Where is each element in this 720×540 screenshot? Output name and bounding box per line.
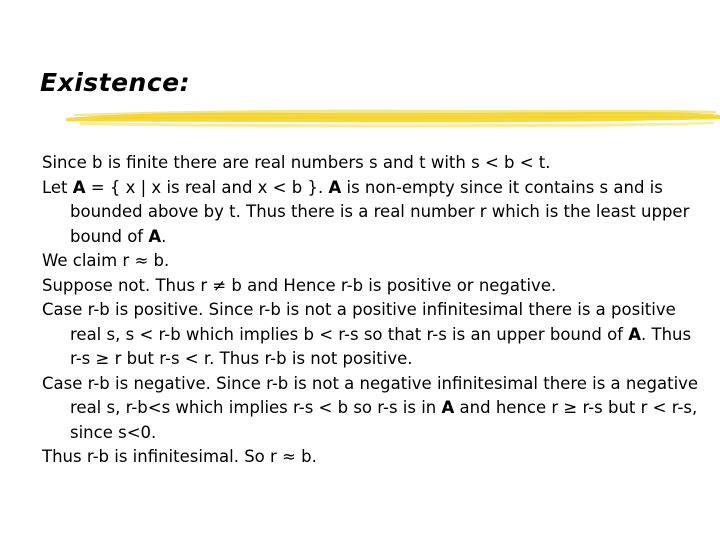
paragraph-text: Thus r-b is infinitesimal. So r ≈ b. <box>42 447 317 466</box>
paragraph-text: . <box>161 226 167 246</box>
title-underline-brushstroke <box>66 104 720 130</box>
slide-title: Existence: <box>40 68 191 97</box>
set-name-bold: A <box>441 398 455 417</box>
set-name-bold: A <box>72 177 86 197</box>
paragraph-text: Case r-b is negative. Since r-b is not a negative infinitesimal there is a negative real s, r-b<s which implies r-s < b so r-s is in <box>42 373 699 417</box>
paragraph-text: . Thus r-s ≥ r but r-s < r. Thus r-b is not positive. <box>70 324 692 368</box>
paragraph-text: = { x | x is real and x < b }. <box>85 177 329 197</box>
set-name-bold: A <box>328 177 342 197</box>
paragraph-text: We claim r ≈ b. <box>42 251 170 270</box>
body-paragraph <box>42 372 706 446</box>
set-name-bold: A <box>148 226 162 246</box>
body-paragraph <box>42 249 706 274</box>
set-name-bold: A <box>628 324 641 344</box>
paragraph-text: Since b is finite there are real numbers s and t with s < b < t. <box>42 153 551 172</box>
paragraph-text: is non-empty since it contains s and is bounded above by t. Thus there is a real number r which is the least upper bound of <box>70 177 690 246</box>
paragraph-text: and hence r ≥ r-s but r < r-s, since s<0. <box>70 398 698 442</box>
body-paragraph <box>42 176 706 250</box>
paragraph-text: Let <box>42 177 73 197</box>
body-paragraph <box>42 151 706 176</box>
paragraph-text: Suppose not. Thus r ≠ b and Hence r-b is positive or negative. <box>42 275 557 295</box>
paragraph-text: Case r-b is positive. Since r-b is not a positive infinitesimal there is a positive real s, s < r-b which implies b < r-s so that r-s is an upper bound of <box>42 300 676 344</box>
body-paragraph <box>42 298 706 372</box>
body-paragraph <box>42 445 706 470</box>
slide-body <box>42 151 706 470</box>
body-paragraph <box>42 274 706 299</box>
